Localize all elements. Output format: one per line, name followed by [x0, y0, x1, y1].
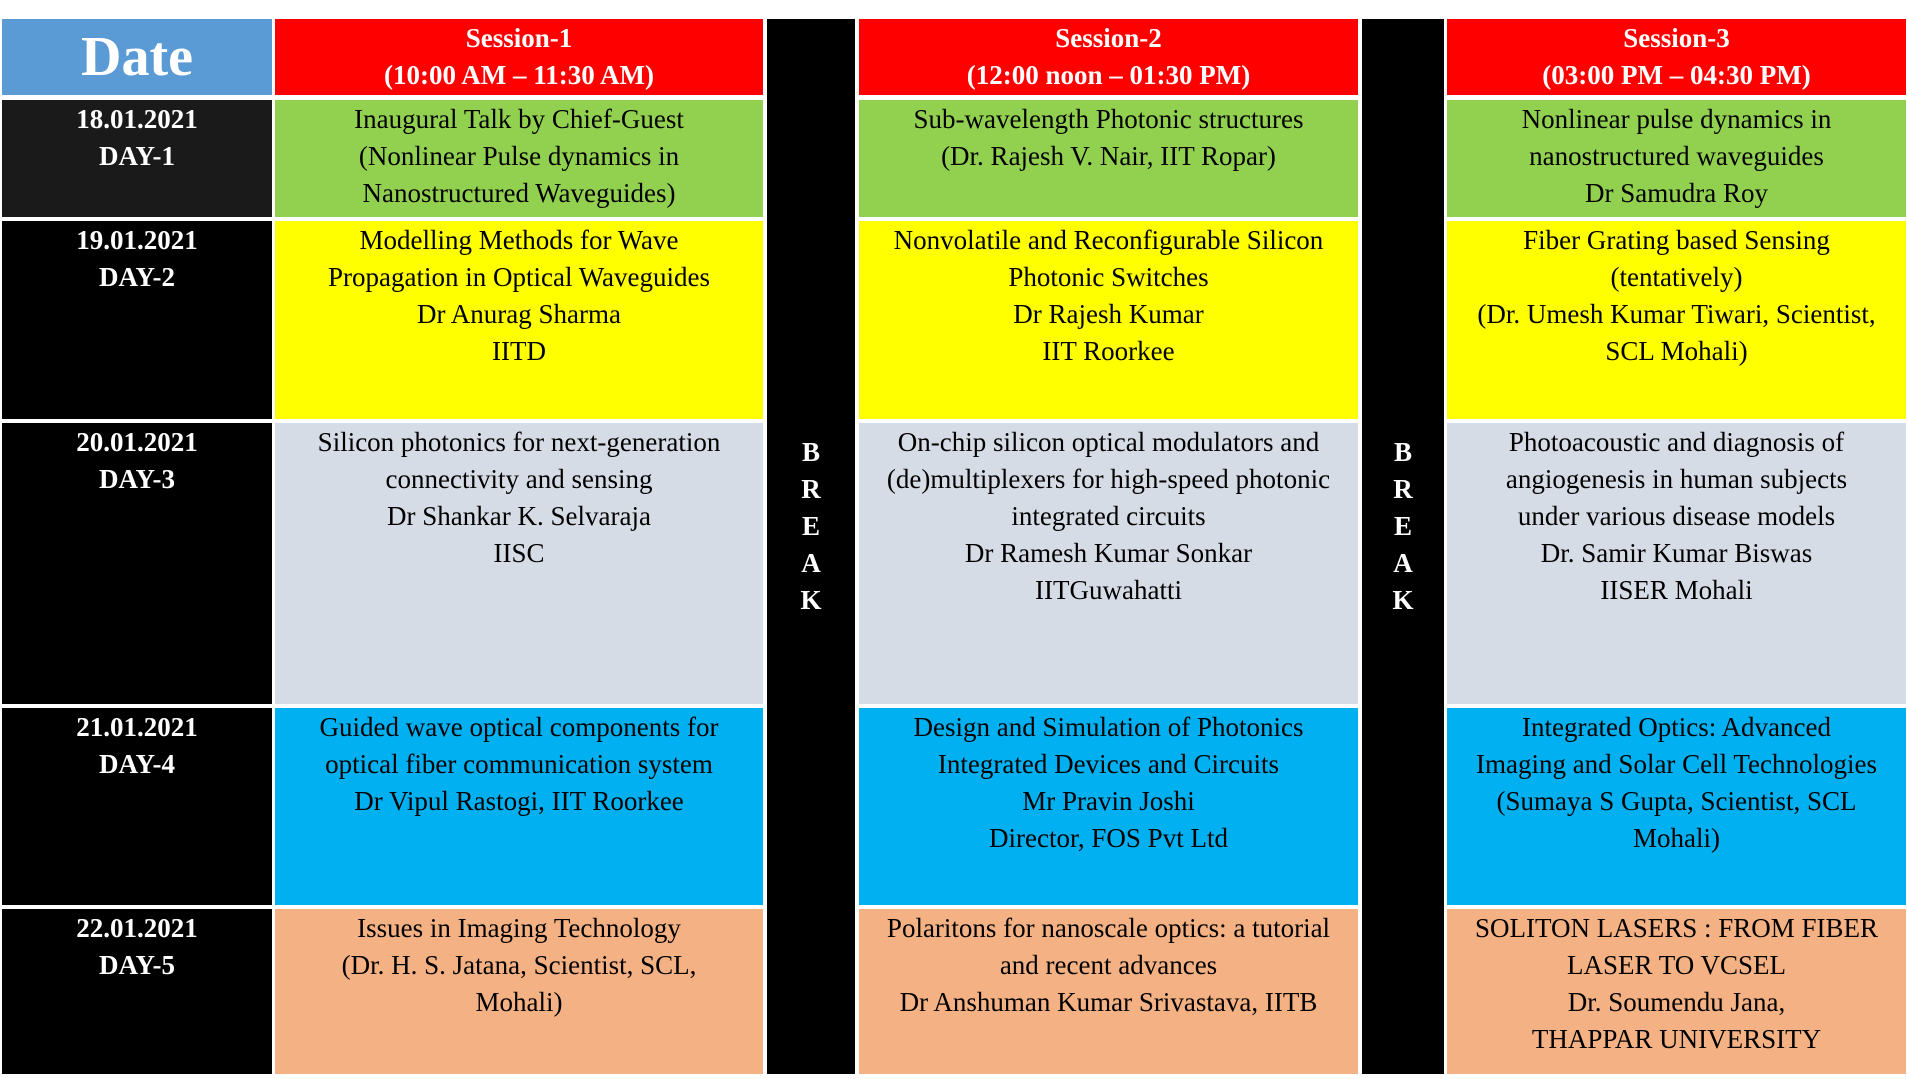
talk-line: Mr Pravin Joshi: [1022, 786, 1195, 816]
session-1-name: Session-1: [465, 23, 573, 53]
talk-cell-day-3-session-3: [1447, 423, 1906, 704]
talk-line: integrated circuits: [1011, 501, 1206, 531]
talk-line: angiogenesis in human subjects: [1505, 464, 1848, 494]
break-letter: B: [801, 437, 820, 467]
talk-line: Silicon photonics for next-generation: [317, 427, 721, 457]
break-letter: E: [1393, 511, 1412, 541]
talk-line: (Dr. Umesh Kumar Tiwari, Scientist,: [1477, 299, 1876, 329]
date-cell-day-2: [2, 221, 272, 419]
talk-line: IITD: [492, 336, 546, 366]
talk-cell-day-3-session-2: [859, 423, 1358, 704]
talk-line: optical fiber communication system: [325, 749, 713, 779]
session-1-time: (10:00 AM – 11:30 AM): [384, 60, 654, 90]
talk-cell-day-1-session-2: [859, 100, 1358, 217]
talk-line: Modelling Methods for Wave: [359, 225, 679, 255]
talk-cell-day-1-session-3: [1447, 100, 1906, 217]
talk-line: Dr. Soumendu Jana,: [1567, 987, 1786, 1017]
break-letter: R: [801, 474, 821, 504]
talk-cell-day-2-session-1: [275, 221, 763, 419]
talk-line: connectivity and sensing: [385, 464, 653, 494]
date-value: 22.01.2021: [76, 913, 198, 943]
date-value: 19.01.2021: [76, 225, 198, 255]
talk-line: Sub-wavelength Photonic structures: [913, 104, 1304, 134]
talk-line: under various disease models: [1517, 501, 1836, 531]
break-letter: E: [801, 511, 820, 541]
date-header-label: Date: [81, 26, 193, 88]
talk-cell-day-5-session-3: [1447, 909, 1906, 1074]
session-3-name: Session-3: [1623, 23, 1730, 53]
date-cell-day-1: [2, 100, 272, 217]
talk-line: Dr Anshuman Kumar Srivastava, IITB: [899, 987, 1318, 1017]
date-value: 18.01.2021: [76, 104, 198, 134]
talk-cell-day-4-session-3: [1447, 708, 1906, 905]
talk-line: SOLITON LASERS : FROM FIBER: [1474, 913, 1879, 943]
talk-line: Photonic Switches: [1008, 262, 1209, 292]
session-2-time: (12:00 noon – 01:30 PM): [966, 60, 1251, 90]
break-letter: A: [801, 548, 821, 578]
talk-line: Dr Shankar K. Selvaraja: [387, 501, 651, 531]
talk-line: (Dr. Rajesh V. Nair, IIT Ropar): [941, 141, 1276, 171]
talk-cell-day-3-session-1: [275, 423, 763, 704]
talk-line: Propagation in Optical Waveguides: [328, 262, 710, 292]
session-2-header: [859, 19, 1358, 95]
day-label: DAY-5: [98, 950, 176, 980]
talk-line: IISER Mohali: [1600, 575, 1753, 605]
talk-line: Nonlinear pulse dynamics in: [1521, 104, 1832, 134]
talk-cell-day-4-session-1: [275, 708, 763, 905]
talk-cell-day-2-session-3: [1447, 221, 1906, 419]
session-1-header: [275, 19, 763, 95]
date-value: 21.01.2021: [76, 712, 198, 742]
talk-line: Design and Simulation of Photonics: [913, 712, 1304, 742]
talk-line: Mohali): [475, 987, 563, 1017]
day-label: DAY-3: [98, 464, 176, 494]
talk-line: (tentatively): [1610, 262, 1743, 292]
talk-line: THAPPAR UNIVERSITY: [1531, 1024, 1822, 1054]
break-column-1: [767, 19, 855, 1074]
talk-line: nanostructured waveguides: [1529, 141, 1824, 171]
talk-line: (Dr. H. S. Jatana, Scientist, SCL,: [341, 950, 697, 980]
day-label: DAY-1: [98, 141, 176, 171]
talk-line: LASER TO VCSEL: [1566, 950, 1787, 980]
talk-line: Dr Vipul Rastogi, IIT Roorkee: [354, 786, 684, 816]
talk-line: Nonvolatile and Reconfigurable Silicon: [893, 225, 1324, 255]
day-label: DAY-2: [98, 262, 176, 292]
talk-line: Dr. Samir Kumar Biswas: [1540, 538, 1813, 568]
talk-cell-day-2-session-2: [859, 221, 1358, 419]
break-letter: K: [1392, 585, 1414, 615]
talk-line: Dr Ramesh Kumar Sonkar: [964, 538, 1253, 568]
day-label: DAY-4: [98, 749, 176, 779]
talk-line: Issues in Imaging Technology: [357, 913, 681, 943]
talk-line: Dr Samudra Roy: [1585, 178, 1768, 208]
talk-line: Integrated Devices and Circuits: [937, 749, 1280, 779]
talk-cell-day-1-session-1: [275, 100, 763, 217]
break-letter: K: [800, 585, 822, 615]
talk-line: Integrated Optics: Advanced: [1522, 712, 1831, 742]
date-cell-day-4: [2, 708, 272, 905]
talk-line: (Nonlinear Pulse dynamics in: [358, 141, 680, 171]
talk-line: Polaritons for nanoscale optics: a tutorial: [886, 913, 1331, 943]
talk-cell-day-5-session-2: [859, 909, 1358, 1074]
talk-line: Guided wave optical components for: [319, 712, 719, 742]
talk-line: (de)multiplexers for high-speed photonic: [886, 464, 1331, 494]
break-letter: A: [1393, 548, 1413, 578]
talk-line: Imaging and Solar Cell Technologies: [1475, 749, 1878, 779]
date-value: 20.01.2021: [76, 427, 198, 457]
talk-line: Photoacoustic and diagnosis of: [1508, 427, 1845, 457]
talk-line: and recent advances: [999, 950, 1218, 980]
talk-line: IISC: [493, 538, 545, 568]
talk-line: Mohali): [1633, 823, 1720, 853]
talk-line: Inaugural Talk by Chief-Guest: [354, 104, 684, 134]
break-column-2: [1362, 19, 1444, 1074]
talk-cell-day-4-session-2: [859, 708, 1358, 905]
session-3-time: (03:00 PM – 04:30 PM): [1542, 60, 1811, 90]
talk-line: Nanostructured Waveguides): [362, 178, 676, 208]
date-column-header: [2, 19, 272, 95]
talk-line: On-chip silicon optical modulators and: [897, 427, 1320, 457]
talk-line: IITGuwahatti: [1035, 575, 1182, 605]
break-letter: R: [1393, 474, 1413, 504]
date-cell-day-5: [2, 909, 272, 1074]
talk-line: Director, FOS Pvt Ltd: [989, 823, 1228, 853]
talk-line: IIT Roorkee: [1042, 336, 1175, 366]
talk-line: Dr Anurag Sharma: [417, 299, 621, 329]
talk-cell-day-5-session-1: [275, 909, 763, 1074]
talk-line: Dr Rajesh Kumar: [1013, 299, 1204, 329]
session-3-header: [1447, 19, 1906, 95]
break-letter: B: [1393, 437, 1412, 467]
session-2-name: Session-2: [1055, 23, 1162, 53]
talk-line: SCL Mohali): [1605, 336, 1748, 366]
talk-line: Fiber Grating based Sensing: [1523, 225, 1830, 255]
talk-line: (Sumaya S Gupta, Scientist, SCL: [1496, 786, 1857, 816]
date-cell-day-3: [2, 423, 272, 704]
